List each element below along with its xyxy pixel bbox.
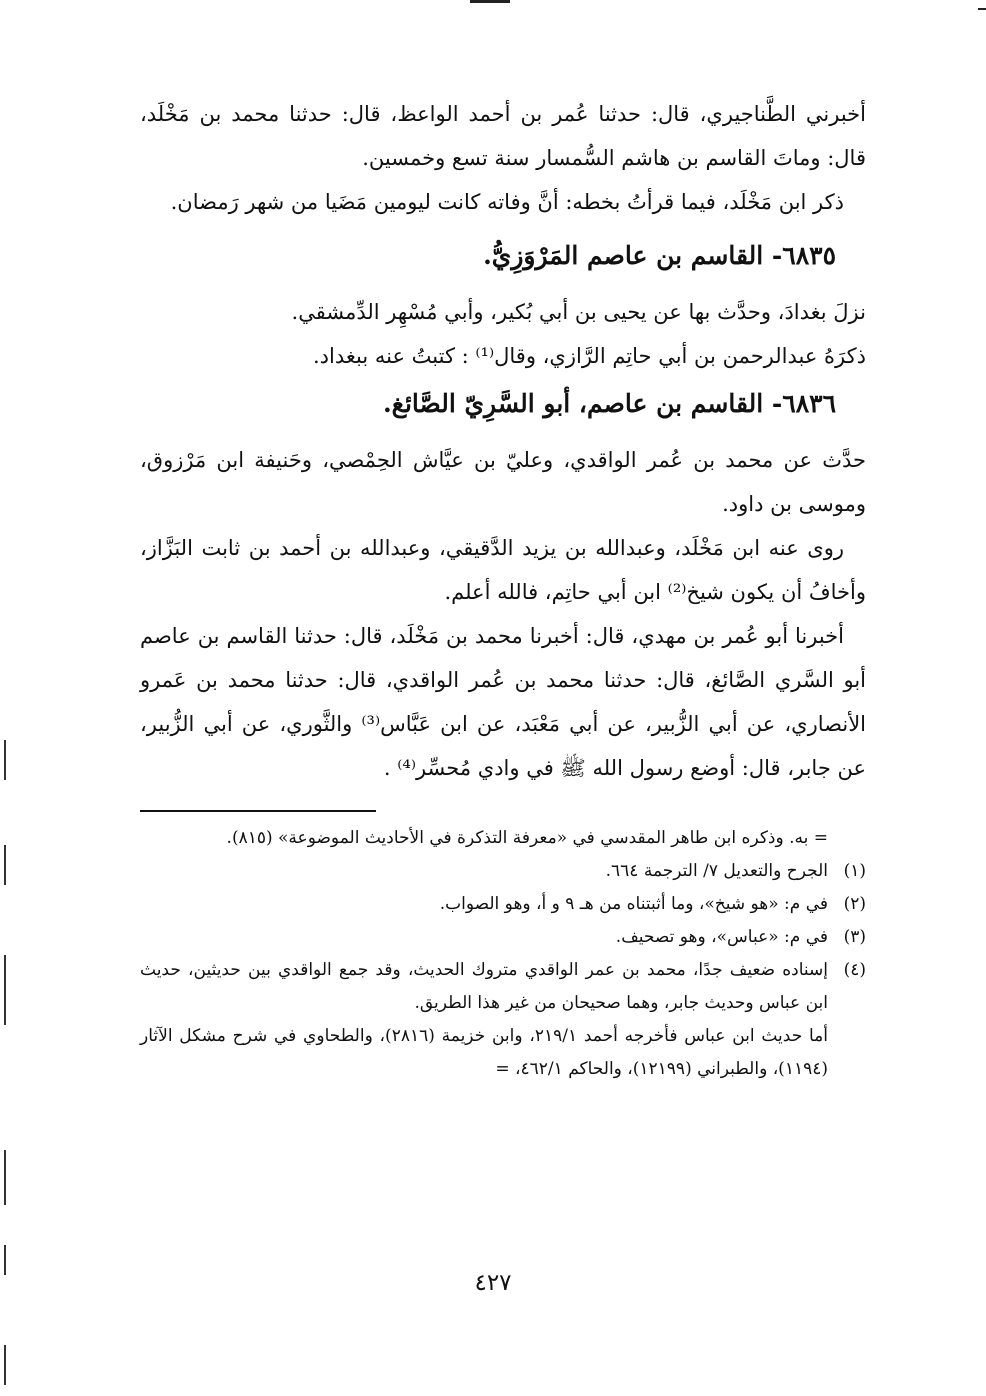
- paragraph: ذكر ابن مَخْلَد، فيما قرأتُ بخطه: أنَّ وفاته كانت ليومين مَضَيا من شهر رَمضان.: [170, 190, 844, 214]
- footnote-separator: [140, 810, 376, 812]
- footnote: [140, 954, 866, 1020]
- footnote-continuation: أما حديث ابن عباس فأخرجه أحمد ٢١٩/١، وابن خزيمة (٢٨١٦)، والطحاوي في شرح مشكل الآثار (١١٩٤)، والطبراني (١٢١٩٩)، والحاكم ٤٦٢/١، =: [140, 1026, 828, 1079]
- book-page: [140, 92, 866, 1086]
- paragraph: روى عنه ابن مَخْلَد، وعبدالله بن يزيد الدَّقيقي، وعبدالله بن أحمد بن ثابت البَزَّاز، وأخافُ أن يكون شيخ⁽²⁾ ابن أبي حاتِم، فالله أعلم.: [140, 536, 866, 604]
- footnote: [140, 921, 866, 954]
- page-number: ٤٢٧: [474, 1270, 512, 1296]
- scan-artifact-corner: [978, 0, 986, 10]
- entry-title: ٦٨٣٦- القاسم بن عاصم، أبو السَّرِيّ الصَّائغ.: [382, 389, 836, 418]
- scan-artifact-top: [470, 0, 510, 3]
- paragraph: ذكرَهُ عبدالرحمن بن أبي حاتِم الرَّازي، وقال⁽¹⁾ : كتبتُ عنه ببغداد.: [312, 344, 866, 368]
- footnote-text: في م: «عباس»، وهو تصحيف.: [615, 927, 828, 947]
- paragraph: نزلَ بغدادَ، وحدَّث بها عن يحيى بن أبي بُكير، وأبي مُسْهِر الدِّمشقي.: [291, 300, 866, 324]
- footnote-number: (٣): [843, 927, 866, 947]
- paragraph: حدَّث عن محمد بن عُمر الواقدي، وعليّ بن عيَّاش الحِمْصي، وحَنيفة ابن مَرْزوق، وموسى بن داود.: [140, 448, 866, 516]
- footnote-number: (٤): [843, 960, 866, 980]
- scan-margin-line: [4, 845, 6, 885]
- scan-margin-line: [4, 1345, 6, 1385]
- footnote-number: (١): [843, 861, 866, 881]
- footnote-continuation: = به. وذكره ابن طاهر المقدسي في «معرفة التذكرة في الأحاديث الموضوعة» (٨١٥).: [226, 828, 828, 848]
- footnote-text: إسناده ضعيف جدًا، محمد بن عمر الواقدي متروك الحديث، وقد جمع الواقدي بين حديثين، حديث ابن عباس وحديث جابر، وهما صحيحان من غير هذا الطريق.: [140, 960, 828, 1013]
- main-text: [140, 92, 866, 790]
- footnote: [140, 888, 866, 921]
- scan-margin-line: [4, 740, 6, 780]
- paragraph: أخبرنا أبو عُمر بن مهدي، قال: أخبرنا محمد بن مَخْلَد، قال: حدثنا القاسم بن عاصم أبو السَّري الصَّائغ، قال: حدثنا محمد بن عُمر الواقدي، قال: حدثنا محمد بن عَمرو الأنصاري، عن أبي الزُّبير، عن أبي مَعْبَد، عن ابن عَبَّاس⁽³⁾ والثَّوري، عن أبي الزُّبير، عن جابر، قال: أوضع رسول الله ﷺ في وادي مُحسِّر⁽⁴⁾ .: [140, 624, 867, 780]
- footnotes: [140, 822, 866, 1086]
- scan-margin-line: [4, 955, 6, 1025]
- paragraph: أخبرني الطَّناجيري، قال: حدثنا عُمر بن أحمد الواعظ، قال: حدثنا محمد بن مَخْلَد، قال: وماتَ القاسم بن هاشم السُّمسار سنة تسع وخمسين.: [140, 102, 866, 170]
- entry-title: ٦٨٣٥- القاسم بن عاصم المَرْوَزِيُّ.: [483, 241, 836, 270]
- scan-margin-line: [4, 1150, 6, 1205]
- footnote-text: في م: «هو شيخ»، وما أثبتناه من هـ ٩ و أ، وهو الصواب.: [439, 894, 828, 914]
- footnote: [140, 855, 866, 888]
- footnote-text: الجرح والتعديل ٧/ الترجمة ٦٦٤.: [605, 861, 828, 881]
- footnote-number: (٢): [843, 894, 866, 914]
